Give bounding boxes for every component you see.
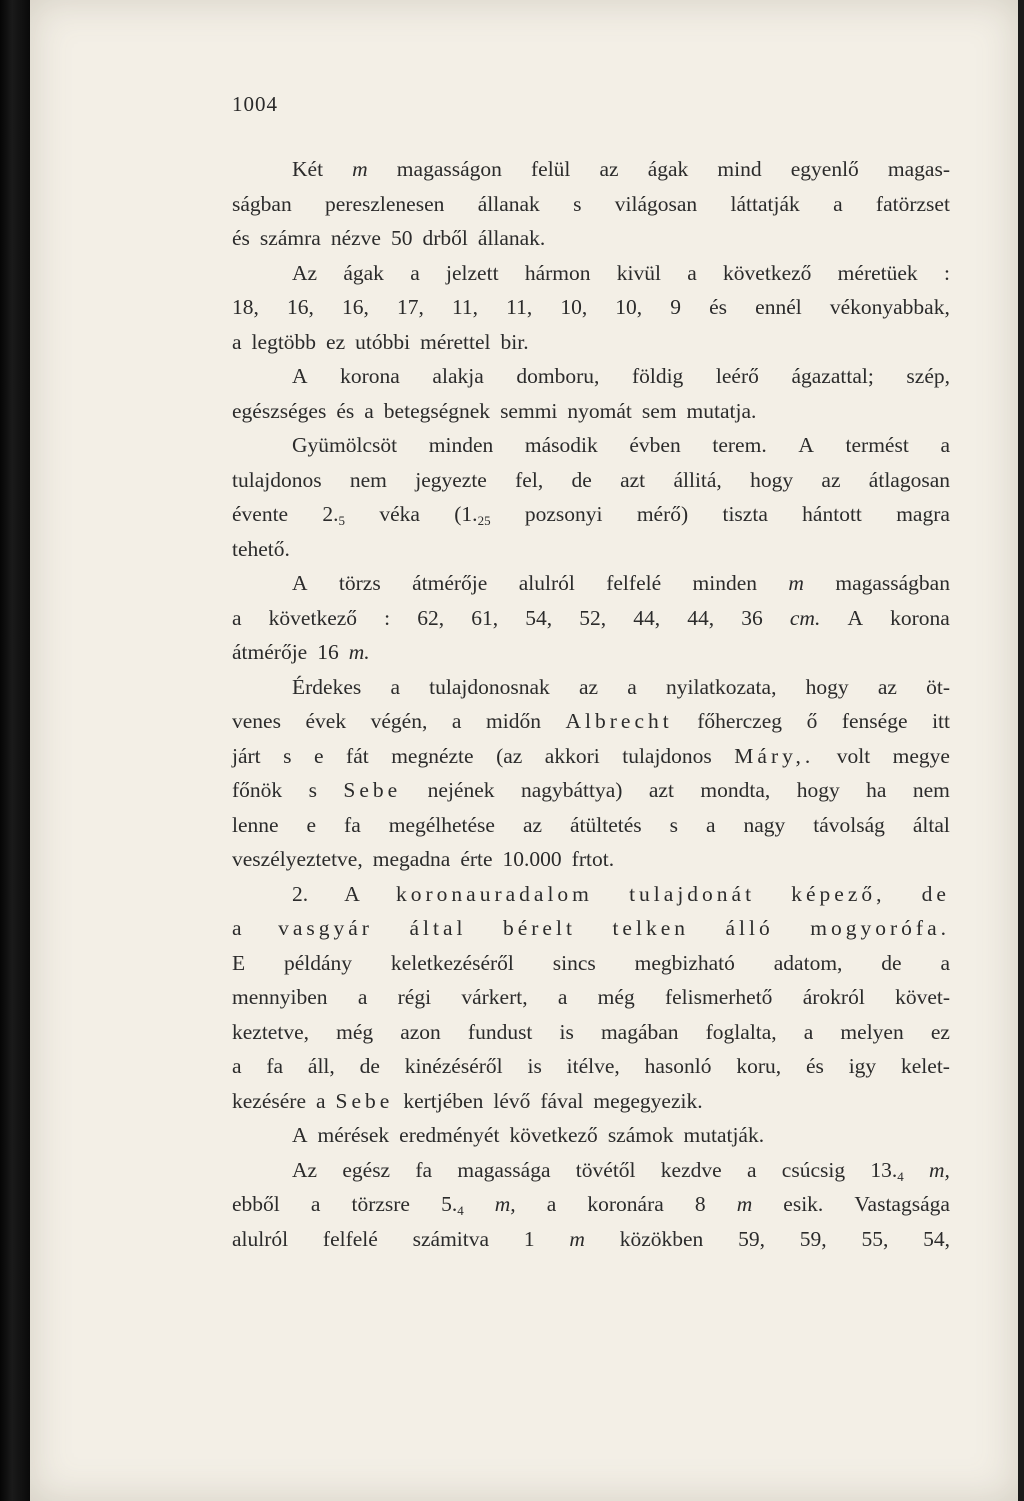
page-number: 1004 <box>232 92 278 116</box>
text-line: kezésére a Sebe kertjében lévő fával megegyezik. <box>232 1088 703 1113</box>
text-line: Érdekes a tulajdonosnak az a nyilatkozata, hogy az öt- <box>292 674 950 699</box>
text-line: 2. A koronauradalom tulajdonát képező, de <box>292 881 950 906</box>
text-line: Gyümölcsöt minden második évben terem. A termést a <box>292 433 950 457</box>
text-line: A törzs átmérője alulról felfelé minden m magasságban <box>292 571 950 595</box>
text-line: és számra nézve 50 drből állanak. <box>232 226 546 250</box>
text-line: venes évek végén, a midőn Albrecht főherczeg ő fensége itt <box>232 709 950 733</box>
book-page <box>30 0 1018 1501</box>
scan-edge-left <box>0 0 30 1501</box>
text-line: főnök s Sebe nejének nagybáttya) azt mondta, hogy ha nem <box>232 778 950 802</box>
text-line: lenne e fa megélhetése az átültetés s a nagy távolság által <box>232 812 950 837</box>
text-line: járt s e fát megnézte (az akkori tulajdonos Máry,. volt megye <box>232 743 950 768</box>
text-line: Két m magasságon felül az ágak mind egyenlő magas- <box>292 157 950 181</box>
text-line: alulról felfelé számitva 1 m közökben 59, 59, 55, 54, <box>232 1226 950 1251</box>
text-line: E példány keletkezéséről sincs megbizható adatom, de a <box>232 950 950 975</box>
text-line: A korona alakja domboru, földig leérő ágazattal; szép, <box>292 364 950 388</box>
text-line: a következő : 62, 61, 54, 52, 44, 44, 36 cm. A korona <box>232 605 950 630</box>
text-line: a legtöbb ez utóbbi mérettel bir. <box>232 329 529 354</box>
text-line: ságban pereszlenesen állanak s világosan láttatják a fatörzset <box>232 191 950 216</box>
text-line: évente $2._5$ véka ($1._{25}$ pozsonyi mérő) tiszta hántott magra <box>232 502 950 528</box>
text-line: mennyiben a régi várkert, a még felismerhető árokról követ- <box>232 985 950 1009</box>
text-line: Az egész fa magassága tövétől kezdve a csúcsig $13._4$ m, <box>292 1157 950 1184</box>
text-line: veszélyeztetve, megadna érte 10.000 frtot. <box>232 847 615 871</box>
text-line: 18, 16, 16, 17, 11, 11, 10, 10, 9 és ennél vékonyabbak, <box>232 295 950 319</box>
text-line: Az ágak a jelzett hármon kivül a következő méretüek : <box>292 260 950 285</box>
text-line: A mérések eredményét következő számok mutatják. <box>292 1123 765 1147</box>
text-line: ebből a törzsre $5._4$ m, a koronára 8 m esik. Vastagsága <box>232 1192 950 1218</box>
text-line: tehető. <box>232 536 290 561</box>
scan-edge-right <box>1018 0 1024 1501</box>
text-line: egészséges és a betegségnek semmi nyomát sem mutatja. <box>232 398 757 423</box>
body-text <box>232 152 950 1256</box>
text-line: átmérője 16 m. <box>232 640 370 664</box>
text-line: a vasgyár által bérelt telken álló mogyorófa. <box>232 916 950 940</box>
text-line: keztetve, még azon fundust is magában foglalta, a melyen ez <box>232 1019 950 1044</box>
text-line: tulajdonos nem jegyezte fel, de azt állitá, hogy az átlagosan <box>232 467 950 492</box>
text-line: a fa áll, de kinézéséről is itélve, hasonló koru, és igy kelet- <box>232 1054 950 1078</box>
